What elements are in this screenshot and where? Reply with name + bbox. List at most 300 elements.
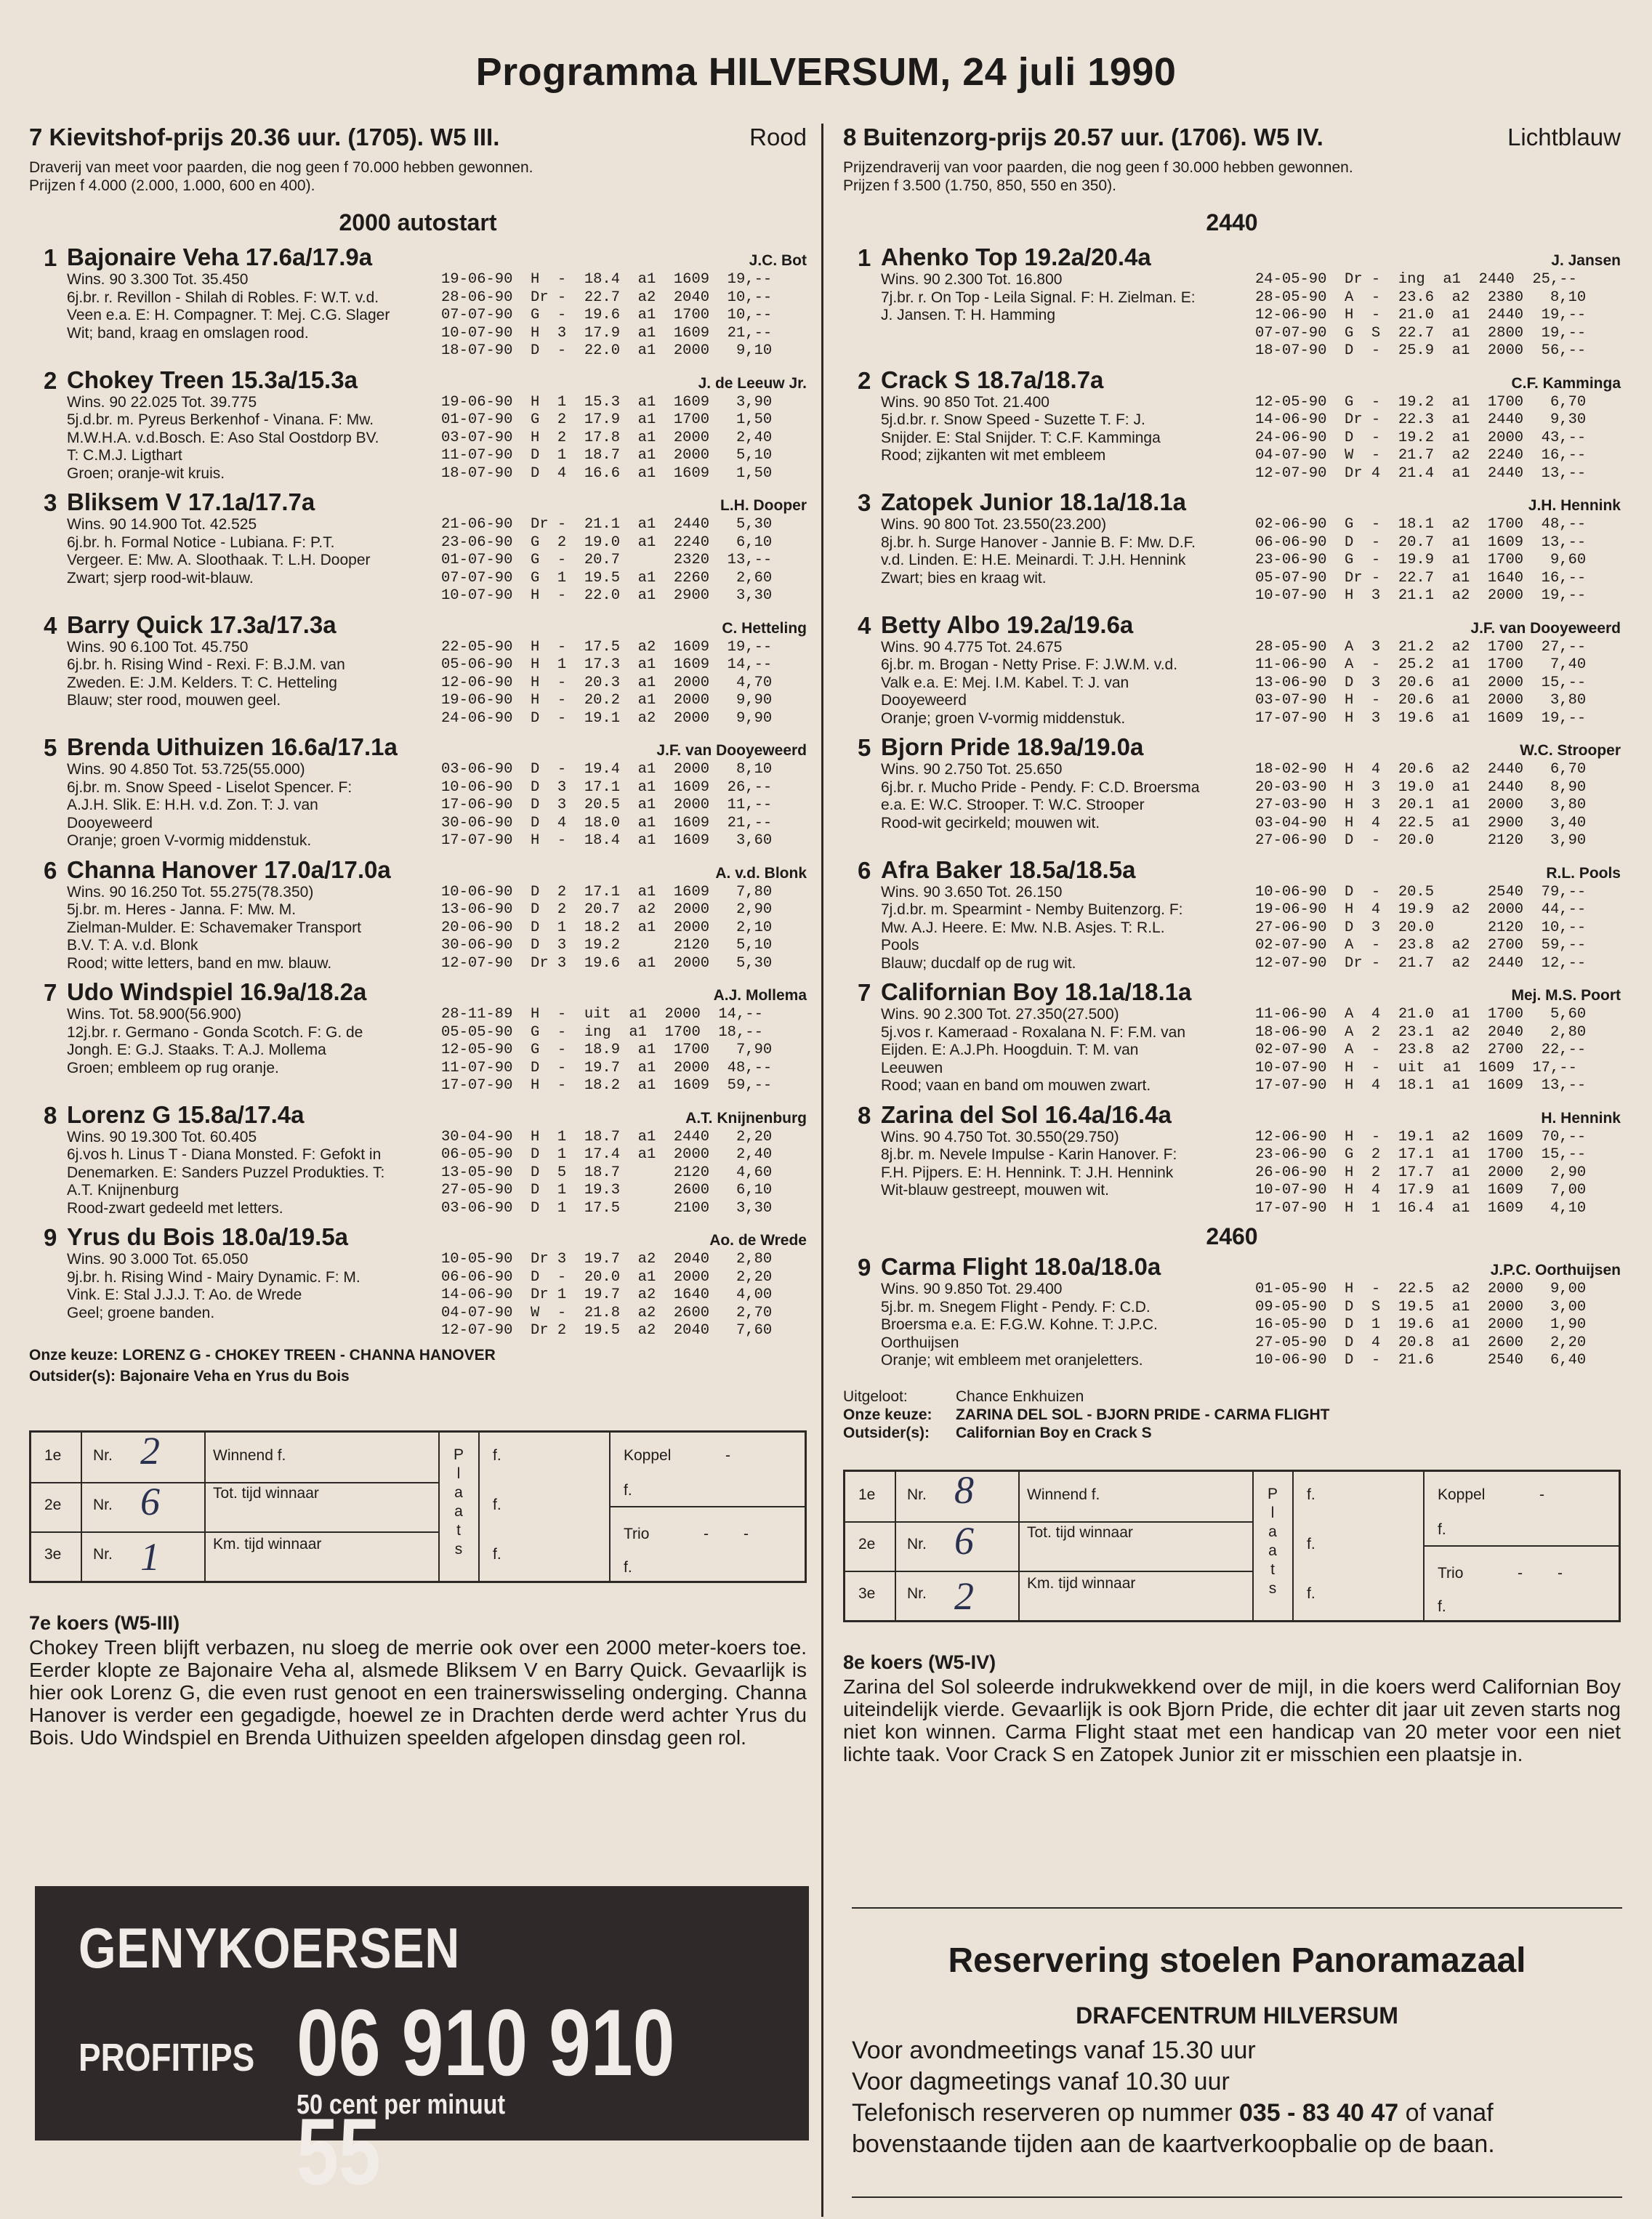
handwritten-1: 8 [954,1467,974,1512]
result-line: 28-05-90 A 3 21.2 a2 1700 27,-- [1255,638,1587,656]
horse-info-line: Blauw; ster rood, mouwen geel. [67,692,281,709]
reservation-line-3a: Telefonisch reserveren op nummer [852,2099,1239,2127]
horse-details [67,884,807,973]
place-label: 1e [858,1486,876,1503]
race-7-outsider [29,1367,807,1385]
race-8-desc-line2: Prijzen f 3.500 (1.750, 850, 550 en 350). [843,177,1116,194]
reservation-line-3c: of vanaf [1398,2099,1494,2127]
reservation-top-rule [852,1907,1622,1909]
race-7-entries [29,243,807,1340]
horse-info-line: Eijden. E: A.J.Ph. Hoogduin. T: M. van [881,1042,1139,1058]
reservation-line-1: Voor avondmeetings vanaf 15.30 uur [852,2037,1256,2064]
result-line: 10-07-90 H - 22.0 a1 2900 3,30 [441,587,773,604]
horse-info-line: Wins. 90 14.900 Tot. 42.525 [67,516,257,533]
horse-info-line: 6j.br. h. Rising Wind - Rexi. F: B.J.M. van [67,656,345,673]
trio-dash: - [1558,1564,1563,1582]
result-line: 04-07-90 W - 21.7 a2 2240 16,-- [1255,447,1587,464]
horse-trainer: A.J. Mollema [713,987,807,1004]
horse-info-line: Dooyeweerd [67,814,153,831]
result-line: 17-07-90 H 4 18.1 a1 1609 13,-- [1255,1077,1587,1094]
horse-entry [843,733,1621,850]
nr-label: Nr. [907,1584,927,1602]
horse-info-line: Geel; groene banden. [67,1304,215,1321]
horse-trainer: Ao. de Wrede [709,1232,807,1249]
ad-brand: GENYKOERSEN [78,1916,461,1980]
result-line: 28-06-90 Dr - 22.7 a2 2040 10,-- [441,289,773,306]
result-line: 27-05-90 D 4 20.8 a1 2600 2,20 [1255,1334,1587,1351]
horse-info-line: 8j.br. m. Nevele Impulse - Karin Hanover. F: [881,1146,1177,1163]
result-line: 21-06-90 Dr - 21.1 a1 2440 5,30 [441,516,773,533]
race-7-result-box [29,1430,807,1583]
ad-label: PROFITIPS [78,2036,255,2079]
result-line: 18-06-90 A 2 23.1 a2 2040 2,80 [1255,1023,1587,1041]
horse-info-line: Wins. 90 19.300 Tot. 60.405 [67,1128,257,1145]
genykoersen-ad [35,1886,809,2204]
box-rule [609,1506,805,1507]
result-line: 18-07-90 D - 22.0 a1 2000 9,10 [441,342,773,359]
horse-number: 5 [858,734,871,761]
race-8-entries-2 [843,1253,1621,1370]
result-line: 17-07-90 H 1 16.4 a1 1609 4,10 [1255,1199,1587,1217]
keuze-value: LORENZ G - CHOKEY TREEN - CHANNA HANOVER [122,1346,496,1364]
horse-info-line: 5j.br. m. Heres - Janna. F: Mw. M. [67,901,297,918]
result-line: 03-07-90 H - 20.6 a1 2000 3,80 [1255,692,1587,709]
horse-trainer: J.F. van Dooyeweerd [1470,619,1621,637]
place-label: 2e [858,1535,876,1553]
horse-trainer: J.F. van Dooyeweerd [656,742,807,759]
horse-trainer: W.C. Strooper [1520,742,1621,759]
result-line: 12-07-90 Dr 2 19.5 a2 2040 7,60 [441,1322,773,1339]
plaats-label: Plaats [453,1446,464,1558]
horse-info-line: 6j.br. r. Mucho Pride - Pendy. F: C.D. Broersma [881,778,1200,796]
box-rule [204,1433,206,1581]
result-line: 12-07-90 Dr - 21.7 a2 2440 12,-- [1255,954,1587,972]
horse-info-line: 5j.d.br. r. Snow Speed - Suzette T. F: J. [881,411,1145,428]
horse-info-line: Zweden. E: J.M. Kelders. T: C. Hetteling [67,674,337,691]
horse-results [441,639,807,728]
result-line: 28-05-90 A - 23.6 a2 2380 8,10 [1255,289,1587,306]
horse-entry [843,488,1621,605]
result-line: 27-05-90 D 1 19.3 2600 6,10 [441,1182,773,1199]
horse-body [881,366,1621,483]
koppel-dash: - [725,1446,730,1464]
horse-entry [29,1223,807,1340]
horse-body [67,366,807,483]
result-line: 02-06-90 G - 18.1 a2 1700 48,-- [1255,516,1587,533]
trio-dash: - [704,1525,709,1542]
result-line: 03-06-90 D 1 17.5 2100 3,30 [441,1199,773,1217]
commentary-title: 7e koers (W5-III) [29,1611,180,1634]
horse-body [881,733,1621,850]
box-rule [1018,1472,1020,1620]
keuze-label: Onze keuze: [843,1406,932,1423]
horse-trainer: L.H. Dooper [720,497,807,514]
horse-info-line: Rood; zijkanten wit met embleem [881,447,1106,464]
horse-trainer: C.F. Kamminga [1511,374,1621,392]
horse-info-line: F.H. Pijpers. E: H. Hennink. T: J.H. Hennink [881,1164,1174,1181]
result-line: 27-03-90 H 3 20.1 a1 2000 3,80 [1255,797,1587,813]
horse-info-line: Wins. 90 16.250 Tot. 55.275(78.350) [67,883,314,901]
result-line: 05-05-90 G - ing a1 1700 18,-- [441,1023,763,1041]
reservation-phone: 035 - 83 40 47 [1238,2099,1399,2127]
horse-results [1255,394,1621,483]
tot-tijd-label: Tot. tijd winnaar [1027,1523,1133,1541]
horse-info-line: 9j.br. h. Rising Wind - Mairy Dynamic. F: M. [67,1268,360,1286]
horse-number: 8 [44,1101,57,1129]
race-8-title: 8 Buitenzorg-prijs 20.57 uur. (1706). W5 IV. [843,124,1323,150]
horse-results [441,394,807,483]
reservation-subtitle: DRAFCENTRUM HILVERSUM [1076,2002,1398,2029]
reservation-bottom-rule [852,2196,1622,2198]
horse-header [67,488,807,516]
horse-info-line: Zwart; bies en kraag wit. [881,569,1047,587]
horse-info-line: 6j.br. m. Brogan - Netty Prise. F: J.W.M. v.d. [881,656,1178,673]
commentary-text: Zarina del Sol soleerde indrukwekkend over de mijl, in die koers werd Californian Boy uiteindelijk vierde. Gevaarlijk is ook Bjorn Pride, die echter dit jaar uit zeven starts nog niet kon winnen. Carma Flight staat met een handicap van 20 meter voor een niet lichte taak. Voor Crack S en Zatopek Junior zit er misschien een plaatsje in. [843,1675,1621,1765]
horse-name: Yrus du Bois 18.0a/19.5a [67,1223,349,1250]
keuze-label: Onze keuze: [29,1346,118,1364]
winnend-label: Winnend f. [213,1446,286,1464]
horse-number: 2 [858,366,871,394]
horse-name: Afra Baker 18.5a/18.5a [881,855,1136,883]
horse-name: Lorenz G 15.8a/17.4a [67,1100,305,1128]
race-8-column [843,124,1621,1765]
horse-info-line: 5j.vos r. Kameraad - Roxalana N. F: F.M. van [881,1023,1185,1041]
horse-entry [29,366,807,483]
horse-info-line: 7j.br. r. On Top - Leila Signal. F: H. Zielman. E: [881,289,1196,306]
result-line: 24-06-90 D - 19.2 a1 2000 43,-- [1255,429,1587,446]
horse-info-line: Wins. 90 2.300 Tot. 16.800 [881,271,1063,288]
horse-info-line: Oranje; groen V-vormig middenstuk. [881,709,1126,727]
horse-header [67,856,807,884]
result-line: 27-06-90 D - 20.0 2120 3,90 [1255,832,1587,849]
horse-details [67,639,807,728]
horse-body [67,1223,807,1340]
horse-name: Crack S 18.7a/18.7a [881,366,1104,393]
horse-entry [29,733,807,850]
horse-info-line: Broersma e.a. E: F.G.W. Kohne. T: J.P.C. [881,1316,1158,1333]
result-line: 03-04-90 H 4 22.5 a1 2900 3,40 [1255,814,1587,831]
horse-info-line: Groen; embleem op rug oranje. [67,1059,279,1076]
horse-body [67,978,807,1095]
uitgeloot-label: Uitgeloot: [843,1388,908,1405]
horse-results [441,516,807,605]
horse-info-line: Wins. 90 850 Tot. 21.400 [881,393,1049,411]
horse-number: 6 [44,856,57,884]
result-line: 18-02-90 H 4 20.6 a2 2440 6,70 [1255,761,1587,778]
box-rule [895,1472,896,1620]
horse-header [881,1101,1621,1129]
horse-info-line: Groen; oranje-wit kruis. [67,464,225,482]
horse-results [441,884,807,973]
horse-trainer: J. Jansen [1551,252,1621,269]
horse-details [67,271,807,361]
nr-label: Nr. [93,1496,113,1513]
horse-info-line: Vink. E: Stal J.J.J. T: Ao. de Wrede [67,1286,302,1303]
horse-name: Carma Flight 18.0a/18.0a [881,1253,1161,1280]
result-line: 14-06-90 Dr 1 19.7 a2 1640 4,00 [441,1286,773,1303]
horse-trainer: H. Hennink [1541,1109,1621,1127]
nr-label: Nr. [907,1535,927,1553]
horse-name: Bjorn Pride 18.9a/19.0a [881,733,1144,760]
horse-details [881,1006,1621,1095]
handwritten-1: 2 [140,1428,160,1473]
result-line: 13-06-90 D 2 20.7 a2 2000 2,90 [441,901,773,918]
place-label: 2e [44,1496,62,1513]
race-8-commentary [843,1651,1621,1765]
horse-header [881,1253,1621,1281]
horse-results [1255,884,1621,973]
trio-dash: - [1518,1564,1523,1582]
horse-number: 1 [44,244,57,271]
result-line: 19-06-90 H - 18.4 a1 1609 19,-- [441,271,773,288]
result-line: 01-07-90 G - 20.7 2320 13,-- [441,552,773,568]
ad-phone: 06 910 910 55 [297,1989,675,2204]
race-7-header [29,124,807,151]
result-line: 20-03-90 H 3 19.0 a1 2440 8,90 [1255,778,1587,796]
horse-info-line: Rood; witte letters, band en mw. blauw. [67,954,332,972]
trio-label: Trio [1438,1564,1464,1582]
commentary-title: 8e koers (W5-IV) [843,1651,996,1673]
horse-info-line: Wins. 90 4.750 Tot. 30.550(29.750) [881,1128,1119,1145]
horse-info [67,516,441,605]
horse-info [67,639,441,728]
horse-trainer: A. v.d. Blonk [715,864,807,882]
horse-entry [843,856,1621,973]
koppel-label: Koppel [1438,1486,1486,1503]
result-line: 12-05-90 G - 19.2 a1 1700 6,70 [1255,393,1587,411]
horse-name: Ahenko Top 19.2a/20.4a [881,243,1151,270]
horse-body [67,611,807,728]
horse-name: Bliksem V 17.1a/17.7a [67,488,315,515]
horse-name: Brenda Uithuizen 16.6a/17.1a [67,733,398,760]
f-label: f. [493,1446,501,1464]
horse-name: Udo Windspiel 16.9a/18.2a [67,978,367,1005]
result-line: 02-07-90 A - 23.8 a2 2700 59,-- [1255,937,1587,954]
km-tijd-label: Km. tijd winnaar [1027,1574,1136,1592]
horse-details [67,1251,807,1340]
horse-details [67,1129,807,1218]
horse-header [881,733,1621,761]
horse-header [67,1101,807,1129]
horse-entry [29,243,807,361]
nr-label: Nr. [93,1446,113,1464]
result-line: 11-06-90 A 4 21.0 a1 1700 5,60 [1255,1006,1587,1023]
box-rule [845,1571,1252,1572]
column-divider [821,124,823,2217]
horse-info-line: Snijder. E: Stal Snijder. T: C.F. Kamminga [881,429,1161,446]
horse-header [67,611,807,639]
nr-label: Nr. [907,1486,927,1503]
result-line: 06-06-90 D - 20.7 a1 1609 13,-- [1255,533,1587,551]
horse-entry [29,978,807,1095]
horse-details [881,516,1621,605]
horse-entry [29,488,807,605]
horse-info-line: 5j.br. m. Snegem Flight - Pendy. F: C.D. [881,1298,1151,1316]
result-line: 03-07-90 H 2 17.8 a1 2000 2,40 [441,429,773,446]
horse-name: Betty Albo 19.2a/19.6a [881,611,1134,638]
reservation-line-3 [852,2098,1622,2129]
race-7-column [29,124,807,1749]
result-line: 30-06-90 D 4 18.0 a1 1609 21,-- [441,814,773,831]
trio-dash: - [744,1525,749,1542]
race-8-description [843,158,1621,195]
reservation-block [852,1941,1622,2160]
result-line: 22-05-90 H - 17.5 a2 1609 19,-- [441,638,773,656]
horse-body [881,243,1621,361]
result-line: 12-06-90 H - 21.0 a1 2440 19,-- [1255,307,1587,323]
horse-header [67,243,807,271]
horse-number: 9 [858,1254,871,1281]
page-title: Programma HILVERSUM, 24 juli 1990 [475,50,1177,94]
result-line: 10-07-90 H 3 17.9 a1 1609 21,-- [441,324,773,342]
horse-body [67,856,807,973]
handwritten-2: 6 [954,1518,974,1563]
horse-info-line: 7j.d.br. m. Spearmint - Nemby Buitenzorg. F: [881,901,1183,918]
horse-entry [843,243,1621,361]
horse-info-line: B.V. T: A. v.d. Blonk [67,937,198,954]
race-8-uitgeloot [843,1388,1621,1406]
horse-info [67,394,441,483]
horse-info [67,271,441,361]
horse-details [881,271,1621,361]
race-7-title: 7 Kievitshof-prijs 20.36 uur. (1705). W5 III. [29,124,500,150]
horse-info [881,1006,1255,1095]
horse-number: 6 [858,856,871,884]
horse-info [67,761,441,850]
horse-number: 4 [858,611,871,639]
horse-info-line: Wins. 90 3.650 Tot. 26.150 [881,883,1063,901]
horse-name: Chokey Treen 15.3a/15.3a [67,366,358,393]
f-label: f. [1307,1486,1315,1503]
horse-details [881,394,1621,483]
horse-info-line: Oranje; groen V-vormig middenstuk. [67,832,312,849]
horse-info-line: Wins. 90 3.000 Tot. 65.050 [67,1251,249,1268]
horse-header [67,978,807,1006]
horse-results [1255,639,1621,728]
race-8-keuze [843,1406,1621,1424]
horse-body [881,488,1621,605]
nr-label: Nr. [93,1545,113,1563]
outsider-label: Outsider(s): [843,1424,930,1441]
horse-info [881,516,1255,605]
race-7-commentary [29,1612,807,1749]
horse-entry [843,978,1621,1095]
horse-results [441,1006,807,1095]
result-line: 12-07-90 Dr 3 19.6 a1 2000 5,30 [441,954,773,972]
horse-results [1255,516,1621,605]
koppel-label: Koppel [624,1446,672,1464]
f-label: f. [1438,1598,1446,1615]
horse-info-line: e.a. E: W.C. Strooper. T: W.C. Strooper [881,797,1145,813]
place-label: 3e [44,1545,62,1563]
horse-info [881,884,1255,973]
result-line: 12-06-90 H - 20.3 a1 2000 4,70 [441,674,773,691]
horse-info-line: Veen e.a. E: H. Compagner. T: Mej. C.G. Slager [67,307,390,323]
result-line: 13-06-90 D 3 20.6 a1 2000 15,-- [1255,674,1587,691]
race-7-description [29,158,807,195]
horse-info-line: A.T. Knijnenburg [67,1182,180,1199]
result-line: 24-05-90 Dr - ing a1 2440 25,-- [1255,271,1577,288]
ad-price: 50 cent per minuut [297,2090,506,2120]
horse-info-line: 6j.vos h. Linus T - Diana Monsted. F: Gefokt in [67,1146,382,1163]
horse-details [67,516,807,605]
result-line: 23-06-90 G 2 17.1 a1 1700 15,-- [1255,1146,1587,1163]
horse-info-line: 6j.br. r. Revillon - Shilah di Robles. F: W.T. v.d. [67,289,379,306]
result-line: 17-07-90 H 3 19.6 a1 1609 19,-- [1255,709,1587,727]
plaats-label: Plaats [1267,1485,1278,1597]
race-7-distance: 2000 autostart [339,209,497,235]
handwritten-3: 1 [140,1534,160,1579]
horse-info-line: Wins. Tot. 58.900(56.900) [67,1006,242,1023]
horse-info-line: Zwart; sjerp rood-wit-blauw. [67,569,254,587]
result-line: 19-06-90 H 4 19.9 a2 2000 44,-- [1255,901,1587,918]
result-line: 17-06-90 D 3 20.5 a1 2000 11,-- [441,797,773,813]
horse-header [881,611,1621,639]
race-8-entries [843,243,1621,1217]
box-rule [478,1433,480,1581]
race-7-colour: Rood [749,124,807,150]
horse-info [881,271,1255,361]
place-label: 1e [44,1446,62,1464]
horse-info-line: Pools [881,937,919,954]
horse-info-line: T: C.M.J. Ligthart [67,447,182,464]
horse-header [67,733,807,761]
horse-trainer: A.T. Knijnenburg [685,1109,807,1127]
place-label: 3e [858,1584,876,1602]
horse-name: Barry Quick 17.3a/17.3a [67,611,337,638]
horse-body [67,733,807,850]
horse-body [881,856,1621,973]
result-line: 28-11-89 H - uit a1 2000 14,-- [441,1006,763,1023]
horse-results [1255,761,1621,850]
horse-number: 4 [44,611,57,639]
horse-info-line: Wins. 90 9.850 Tot. 29.400 [881,1281,1063,1297]
horse-details [881,639,1621,728]
box-rule [1423,1545,1619,1547]
horse-info [881,761,1255,850]
result-line: 16-05-90 D 1 19.6 a1 2000 1,90 [1255,1316,1587,1333]
horse-number: 2 [44,366,57,394]
result-line: 11-06-90 A - 25.2 a1 1700 7,40 [1255,656,1587,673]
horse-trainer: R.L. Pools [1546,864,1621,882]
result-line: 06-05-90 D 1 17.4 a1 2000 2,40 [441,1146,773,1163]
horse-info-line: Rood-wit gecirkeld; mouwen wit. [881,814,1100,831]
horse-details [881,884,1621,973]
race-8-distance-2: 2460 [1206,1223,1258,1249]
horse-entry [29,856,807,973]
horse-body [67,1101,807,1218]
box-rule [31,1482,438,1483]
horse-info-line: 6j.br. m. Snow Speed - Liselot Spencer. F: [67,778,352,796]
result-line: 10-05-90 Dr 3 19.7 a2 2040 2,80 [441,1251,773,1268]
horse-info-line: Oorthuijsen [881,1334,959,1351]
horse-info-line: Vergeer. E: Mw. A. Sloothaak. T: L.H. Dooper [67,552,371,568]
horse-info-line: Wins. 90 3.300 Tot. 35.450 [67,271,249,288]
horse-name: Californian Boy 18.1a/18.1a [881,978,1192,1005]
horse-details [881,1129,1621,1218]
result-line: 01-05-90 H - 22.5 a2 2000 9,00 [1255,1281,1587,1297]
result-line: 12-05-90 G - 18.9 a1 1700 7,90 [441,1042,773,1058]
box-rule [438,1433,440,1581]
handwritten-2: 6 [140,1479,160,1523]
horse-info-line: Leeuwen [881,1059,943,1076]
horse-info-line: 12j.br. r. Germano - Gonda Scotch. F: G. de [67,1023,363,1041]
horse-info-line: Wins. 90 6.100 Tot. 45.750 [67,638,249,656]
horse-details [67,761,807,850]
horse-info-line: 6j.br. h. Formal Notice - Lubiana. F: P.T. [67,533,335,551]
horse-entry [29,1101,807,1218]
horse-body [881,1253,1621,1370]
